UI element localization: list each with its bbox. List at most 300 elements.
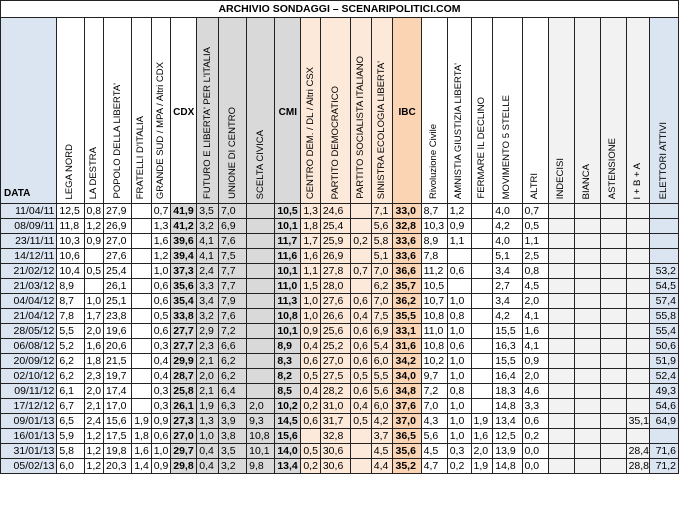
cell-elettori: [650, 204, 679, 219]
cell-indecisi: [548, 264, 574, 279]
cell-rc: 8,7: [421, 204, 447, 219]
cell-cdx: 29,8: [171, 459, 197, 474]
cell-udc: 6,2: [218, 369, 246, 384]
cell-cd: 1,7: [301, 234, 321, 249]
cell-fid: 1,9: [471, 414, 493, 429]
cell-pd: 27,8: [320, 264, 350, 279]
cell-bianca: [574, 324, 600, 339]
cell-destra: 2,0: [84, 384, 104, 399]
cell-fid: [471, 309, 493, 324]
cell-sc: 9,8: [247, 459, 275, 474]
cell-agl: 1,0: [447, 414, 471, 429]
cell-sc: [247, 339, 275, 354]
header-udc: UNIONE DI CENTRO: [218, 18, 246, 204]
header-indecisi: INDECISI: [548, 18, 574, 204]
cell-pdl: 26,1: [104, 279, 132, 294]
cell-sel: 7,1: [371, 204, 393, 219]
cell-fdi: [132, 369, 152, 384]
cell-sel: 4,5: [371, 444, 393, 459]
cell-sel: 3,7: [371, 429, 393, 444]
cell-sc: [247, 324, 275, 339]
cell-cdx: 35,4: [171, 294, 197, 309]
cell-pdl: 23,8: [104, 309, 132, 324]
cell-date: 21/03/12: [1, 279, 57, 294]
cell-elettori: 50,6: [650, 339, 679, 354]
cell-cmi: 10,1: [275, 264, 301, 279]
cell-ibc: 33,6: [393, 234, 421, 249]
cell-date: 17/12/12: [1, 399, 57, 414]
cell-iba: [626, 279, 650, 294]
cell-gs: 0,6: [151, 324, 171, 339]
cell-destra: 1,0: [84, 294, 104, 309]
cell-gs: 0,6: [151, 429, 171, 444]
cell-cd: 0,5: [301, 369, 321, 384]
cell-astensione: [600, 324, 626, 339]
cell-elettori: [650, 249, 679, 264]
cell-astensione: [600, 399, 626, 414]
cell-bianca: [574, 429, 600, 444]
cell-indecisi: [548, 399, 574, 414]
cell-elettori: 49,3: [650, 384, 679, 399]
cell-pd: 25,9: [320, 234, 350, 249]
header-iba: I + B + A: [626, 18, 650, 204]
cell-udc: 3,5: [218, 444, 246, 459]
table-row: [1, 294, 679, 309]
cell-lega: 8,7: [57, 294, 84, 309]
cell-lega: 6,7: [57, 399, 84, 414]
cell-pdl: 25,4: [104, 264, 132, 279]
cell-pd: 27,5: [320, 369, 350, 384]
header-pd: PARTITO DEMOCRATICO: [320, 18, 350, 204]
cell-ibc: 33,6: [393, 249, 421, 264]
cell-cd: 1,3: [301, 204, 321, 219]
cell-fid: [471, 339, 493, 354]
cell-iba: [626, 354, 650, 369]
cell-bianca: [574, 354, 600, 369]
cell-ibc: 33,1: [393, 324, 421, 339]
cell-agl: 0,6: [447, 264, 471, 279]
cell-udc: 6,4: [218, 384, 246, 399]
cell-bianca: [574, 399, 600, 414]
cell-cmi: 8,9: [275, 339, 301, 354]
cell-lega: 6,0: [57, 459, 84, 474]
cell-lega: 6,1: [57, 384, 84, 399]
cell-astensione: [600, 339, 626, 354]
cell-rc: 4,5: [421, 444, 447, 459]
cell-iba: [626, 234, 650, 249]
cell-ibc: 35,6: [393, 444, 421, 459]
cell-pdl: 17,4: [104, 384, 132, 399]
cell-psi: [351, 249, 372, 264]
cell-bianca: [574, 264, 600, 279]
cell-m5s: 3,4: [493, 264, 522, 279]
cell-fli: 3,5: [197, 204, 219, 219]
cell-astensione: [600, 204, 626, 219]
cell-bianca: [574, 234, 600, 249]
cell-rc: 7,2: [421, 384, 447, 399]
cell-indecisi: [548, 354, 574, 369]
cell-fid: [471, 294, 493, 309]
cell-astensione: [600, 444, 626, 459]
cell-destra: 0,5: [84, 264, 104, 279]
cell-udc: 6,2: [218, 354, 246, 369]
cell-lega: 10,4: [57, 264, 84, 279]
cell-rc: 4,7: [421, 459, 447, 474]
cell-astensione: [600, 459, 626, 474]
cell-altri: 0,6: [522, 414, 548, 429]
cell-lega: 7,8: [57, 309, 84, 324]
cell-cdx: 33,8: [171, 309, 197, 324]
cell-sel: 6,9: [371, 324, 393, 339]
cell-pd: 25,4: [320, 219, 350, 234]
cell-fli: 2,1: [197, 354, 219, 369]
cell-altri: 0,0: [522, 459, 548, 474]
cell-altri: 0,7: [522, 204, 548, 219]
table-row: [1, 324, 679, 339]
cell-lega: 5,9: [57, 429, 84, 444]
cell-astensione: [600, 279, 626, 294]
cell-astensione: [600, 264, 626, 279]
cell-fdi: 1,4: [132, 459, 152, 474]
cell-cd: 1,6: [301, 249, 321, 264]
cell-destra: 2,0: [84, 324, 104, 339]
cell-indecisi: [548, 309, 574, 324]
table-row: [1, 234, 679, 249]
cell-destra: 0,9: [84, 234, 104, 249]
cell-fdi: 1,8: [132, 429, 152, 444]
header-lega: LEGA NORD: [57, 18, 84, 204]
cell-altri: 1,6: [522, 324, 548, 339]
cell-sc: 10,1: [247, 444, 275, 459]
cell-cd: 1,0: [301, 309, 321, 324]
cell-m5s: 5,1: [493, 249, 522, 264]
cell-agl: [447, 279, 471, 294]
cell-fdi: [132, 219, 152, 234]
cell-pdl: 20,3: [104, 459, 132, 474]
cell-date: 14/12/11: [1, 249, 57, 264]
cell-date: 04/04/12: [1, 294, 57, 309]
cell-udc: 3,2: [218, 459, 246, 474]
table-row: [1, 249, 679, 264]
cell-udc: 7,7: [218, 264, 246, 279]
cell-psi: [351, 204, 372, 219]
cell-gs: 0,9: [151, 459, 171, 474]
cell-elettori: 64,9: [650, 414, 679, 429]
cell-pd: 32,8: [320, 429, 350, 444]
cell-cmi: 14,0: [275, 444, 301, 459]
cell-lega: 5,5: [57, 324, 84, 339]
cell-ibc: 34,8: [393, 384, 421, 399]
cell-psi: 0,7: [351, 264, 372, 279]
cell-sc: [247, 264, 275, 279]
header-m5s: MOVIMENTO 5 STELLE: [493, 18, 522, 204]
cell-cdx: 27,7: [171, 339, 197, 354]
cell-fid: [471, 384, 493, 399]
cell-udc: 3,8: [218, 429, 246, 444]
cell-psi: 0,4: [351, 309, 372, 324]
cell-elettori: [650, 219, 679, 234]
cell-elettori: 54,6: [650, 399, 679, 414]
cell-fid: [471, 399, 493, 414]
cell-psi: 0,6: [351, 294, 372, 309]
cell-bianca: [574, 369, 600, 384]
cell-pd: 28,2: [320, 384, 350, 399]
cell-psi: 0,5: [351, 369, 372, 384]
header-astensione: ASTENSIONE: [600, 18, 626, 204]
cell-cd: 0,6: [301, 354, 321, 369]
cell-m5s: 4,0: [493, 234, 522, 249]
cell-fid: [471, 279, 493, 294]
cell-date: 31/01/13: [1, 444, 57, 459]
cell-fdi: [132, 279, 152, 294]
cell-cd: 1,0: [301, 294, 321, 309]
cell-fid: [471, 324, 493, 339]
cell-gs: 0,3: [151, 384, 171, 399]
cell-fli: 3,3: [197, 279, 219, 294]
cell-fli: 4,1: [197, 249, 219, 264]
header-ibc: IBC: [393, 18, 421, 204]
cell-ibc: 36,2: [393, 294, 421, 309]
cell-gs: 0,5: [151, 309, 171, 324]
cell-bianca: [574, 339, 600, 354]
cell-ibc: 34,2: [393, 354, 421, 369]
cell-astensione: [600, 354, 626, 369]
cell-destra: [84, 279, 104, 294]
cell-sc: [247, 219, 275, 234]
table-row: [1, 414, 679, 429]
cell-sc: [247, 294, 275, 309]
cell-indecisi: [548, 279, 574, 294]
cell-pd: 25,2: [320, 339, 350, 354]
cell-ibc: 37,0: [393, 414, 421, 429]
cell-rc: 7,0: [421, 399, 447, 414]
cell-fli: 1,9: [197, 399, 219, 414]
cell-cmi: 11,7: [275, 234, 301, 249]
cell-bianca: [574, 204, 600, 219]
cell-cdx: 37,3: [171, 264, 197, 279]
cell-gs: 0,6: [151, 294, 171, 309]
cell-elettori: 55,8: [650, 309, 679, 324]
cell-fli: 1,0: [197, 429, 219, 444]
cell-pd: 26,9: [320, 249, 350, 264]
cell-destra: 1,7: [84, 309, 104, 324]
table-row: [1, 264, 679, 279]
cell-gs: 1,2: [151, 249, 171, 264]
cell-sel: 5,1: [371, 249, 393, 264]
cell-pd: 31,7: [320, 414, 350, 429]
cell-m5s: 13,9: [493, 444, 522, 459]
cell-iba: [626, 219, 650, 234]
cell-cd: 0,4: [301, 384, 321, 399]
table-row: [1, 279, 679, 294]
header-altri: ALTRI: [522, 18, 548, 204]
cell-pd: 30,6: [320, 459, 350, 474]
cell-gs: 0,7: [151, 204, 171, 219]
cell-astensione: [600, 309, 626, 324]
cell-elettori: 71,2: [650, 459, 679, 474]
cell-indecisi: [548, 384, 574, 399]
table-row: [1, 219, 679, 234]
cell-sel: 5,8: [371, 234, 393, 249]
cell-elettori: 53,2: [650, 264, 679, 279]
cell-fli: 2,4: [197, 264, 219, 279]
header-gs: GRANDE SUD / MPA / Altri CDX: [151, 18, 171, 204]
cell-lega: 6,2: [57, 354, 84, 369]
table-row: [1, 354, 679, 369]
cell-rc: 10,2: [421, 354, 447, 369]
cell-sc: [247, 234, 275, 249]
cell-fid: [471, 234, 493, 249]
cell-cd: 0,2: [301, 459, 321, 474]
cell-cdx: 41,9: [171, 204, 197, 219]
cell-m5s: 3,4: [493, 294, 522, 309]
cell-fdi: [132, 354, 152, 369]
cell-fid: [471, 204, 493, 219]
cell-sel: 5,6: [371, 219, 393, 234]
cell-pdl: 26,9: [104, 219, 132, 234]
cell-m5s: 13,4: [493, 414, 522, 429]
cell-fdi: [132, 324, 152, 339]
cell-ibc: 35,2: [393, 459, 421, 474]
cell-iba: [626, 384, 650, 399]
cell-pd: 27,6: [320, 294, 350, 309]
cell-agl: 0,2: [447, 459, 471, 474]
cell-rc: 5,6: [421, 429, 447, 444]
cell-agl: [447, 249, 471, 264]
cell-destra: 1,2: [84, 459, 104, 474]
header-sel: SINISTRA ECOLOGIA LIBERTA': [371, 18, 393, 204]
cell-rc: 11,2: [421, 264, 447, 279]
cell-lega: 11,8: [57, 219, 84, 234]
cell-udc: 3,9: [218, 414, 246, 429]
cell-bianca: [574, 294, 600, 309]
header-fdi: FRATELLI D'ITALIA: [132, 18, 152, 204]
cell-elettori: [650, 234, 679, 249]
cell-pd: 26,6: [320, 309, 350, 324]
cell-agl: 1,0: [447, 354, 471, 369]
cell-date: 21/04/12: [1, 309, 57, 324]
cell-indecisi: [548, 429, 574, 444]
cell-altri: 2,5: [522, 249, 548, 264]
cell-pdl: 21,5: [104, 354, 132, 369]
cell-gs: 1,0: [151, 444, 171, 459]
cell-iba: [626, 429, 650, 444]
table-title: ARCHIVIO SONDAGGI – SCENARIPOLITICI.COM: [1, 1, 679, 18]
cell-m5s: 14,8: [493, 459, 522, 474]
cell-udc: 6,9: [218, 219, 246, 234]
cell-elettori: 51,9: [650, 354, 679, 369]
cell-elettori: 71,6: [650, 444, 679, 459]
cell-lega: 10,3: [57, 234, 84, 249]
cell-cmi: 11,6: [275, 249, 301, 264]
cell-altri: 2,0: [522, 369, 548, 384]
cell-cdx: 35,6: [171, 279, 197, 294]
header-date: DATA: [1, 18, 57, 204]
cell-pd: 27,0: [320, 354, 350, 369]
cell-cd: 0,9: [301, 324, 321, 339]
table-row: [1, 384, 679, 399]
cell-fid: [471, 369, 493, 384]
cell-date: 21/02/12: [1, 264, 57, 279]
cell-m5s: 2,7: [493, 279, 522, 294]
cell-cdx: 39,4: [171, 249, 197, 264]
cell-gs: 0,3: [151, 339, 171, 354]
cell-cd: 0,5: [301, 444, 321, 459]
cell-iba: [626, 399, 650, 414]
header-pdl: POPOLO DELLA LIBERTA': [104, 18, 132, 204]
cell-elettori: 54,5: [650, 279, 679, 294]
cell-sel: 7,0: [371, 264, 393, 279]
header-fli: FUTURO E LIBERTA' PER L'ITALIA: [197, 18, 219, 204]
cell-elettori: 55,4: [650, 324, 679, 339]
cell-sc: [247, 279, 275, 294]
cell-pdl: 17,5: [104, 429, 132, 444]
cell-fli: 2,3: [197, 339, 219, 354]
cell-iba: 28,4: [626, 444, 650, 459]
cell-iba: [626, 204, 650, 219]
header-psi: PARTITO SOCIALISTA ITALIANO: [351, 18, 372, 204]
cell-rc: 10,7: [421, 294, 447, 309]
cell-date: 05/02/13: [1, 459, 57, 474]
cell-cdx: 27,7: [171, 324, 197, 339]
cell-rc: 4,3: [421, 414, 447, 429]
cell-sc: [247, 249, 275, 264]
cell-indecisi: [548, 219, 574, 234]
cell-gs: 1,6: [151, 234, 171, 249]
cell-gs: 0,9: [151, 414, 171, 429]
cell-astensione: [600, 249, 626, 264]
cell-agl: 1,0: [447, 369, 471, 384]
cell-bianca: [574, 384, 600, 399]
cell-fdi: [132, 294, 152, 309]
header-fid: FERMARE IL DECLINO: [471, 18, 493, 204]
cell-iba: [626, 264, 650, 279]
cell-indecisi: [548, 459, 574, 474]
cell-indecisi: [548, 204, 574, 219]
cell-sel: 5,4: [371, 339, 393, 354]
cell-date: 23/11/11: [1, 234, 57, 249]
cell-destra: 1,2: [84, 219, 104, 234]
cell-pd: 28,0: [320, 279, 350, 294]
cell-m5s: 14,8: [493, 399, 522, 414]
cell-sel: 7,5: [371, 309, 393, 324]
cell-gs: 1,3: [151, 219, 171, 234]
cell-agl: 1,2: [447, 204, 471, 219]
cell-udc: 7,9: [218, 294, 246, 309]
cell-altri: 0,5: [522, 219, 548, 234]
cell-iba: [626, 369, 650, 384]
cell-m5s: 18,3: [493, 384, 522, 399]
cell-cmi: 14,5: [275, 414, 301, 429]
cell-udc: 7,7: [218, 279, 246, 294]
cell-altri: 0,8: [522, 264, 548, 279]
cell-gs: 0,4: [151, 369, 171, 384]
cell-m5s: 4,0: [493, 204, 522, 219]
cell-agl: 1,1: [447, 234, 471, 249]
cell-rc: 11,0: [421, 324, 447, 339]
cell-altri: 3,3: [522, 399, 548, 414]
cell-fli: 0,4: [197, 459, 219, 474]
cell-altri: 2,0: [522, 294, 548, 309]
cell-udc: 6,3: [218, 399, 246, 414]
cell-indecisi: [548, 414, 574, 429]
cell-pdl: 15,6: [104, 414, 132, 429]
cell-date: 09/11/12: [1, 384, 57, 399]
header-cmi: CMI: [275, 18, 301, 204]
cell-destra: 1,6: [84, 339, 104, 354]
cell-fli: 2,9: [197, 324, 219, 339]
cell-m5s: 4,2: [493, 309, 522, 324]
